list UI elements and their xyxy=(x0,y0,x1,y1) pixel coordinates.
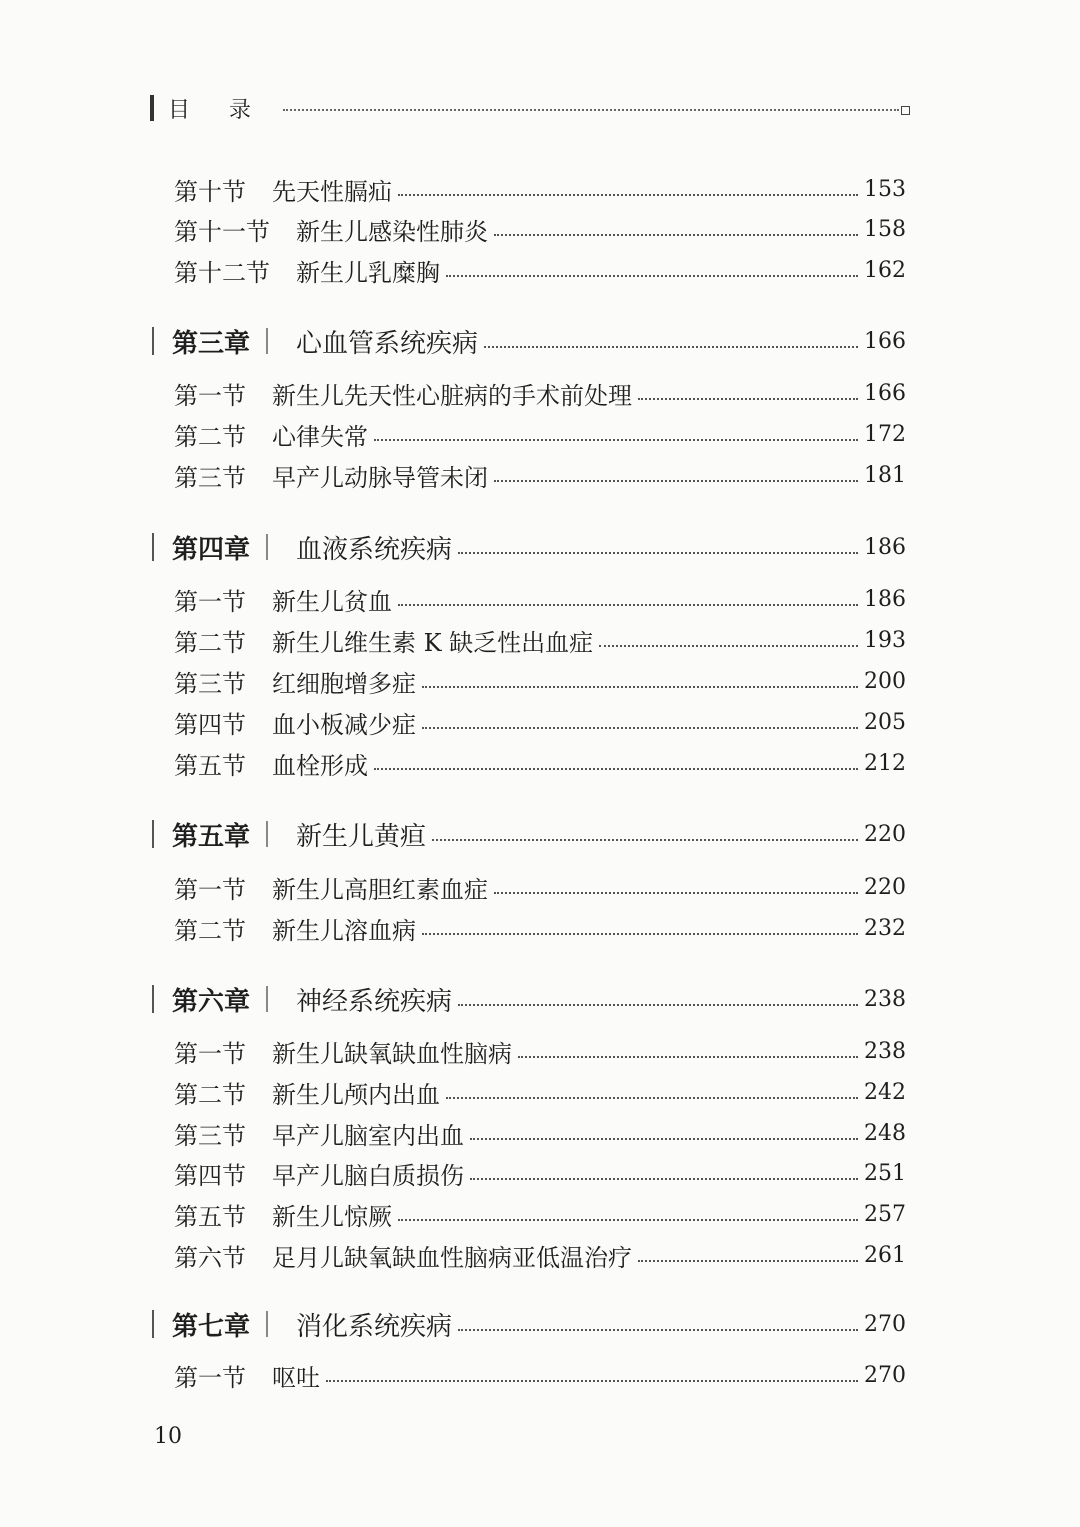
entry-page-number: 172 xyxy=(864,421,906,447)
toc-chapter-entry[interactable] xyxy=(152,528,906,566)
leader-dots xyxy=(518,1056,858,1058)
entry-page-number: 238 xyxy=(864,986,906,1012)
toc-section-entry[interactable] xyxy=(174,1075,906,1109)
entry-page-number: 200 xyxy=(864,668,906,694)
entry-page-number: 153 xyxy=(864,176,906,202)
entry-page-number: 257 xyxy=(864,1201,906,1227)
toc-section-entry[interactable] xyxy=(174,1116,906,1150)
section-title: 血栓形成 xyxy=(272,751,368,780)
entry-page-number: 193 xyxy=(864,627,906,653)
section-title: 新生儿颅内出血 xyxy=(272,1080,440,1109)
section-number: 第十二节 xyxy=(174,258,270,287)
section-title: 新生儿溶血病 xyxy=(272,916,416,945)
section-number: 第六节 xyxy=(174,1243,246,1272)
chapter-title: 心血管系统疾病 xyxy=(296,328,479,359)
entry-page-number: 186 xyxy=(864,586,906,612)
leader-dots xyxy=(398,194,858,196)
entry-page-number: 242 xyxy=(864,1079,906,1105)
section-number: 第二节 xyxy=(174,916,246,945)
toc-section-entry[interactable] xyxy=(174,1156,906,1190)
leader-dots xyxy=(398,604,858,606)
toc-section-entry[interactable] xyxy=(174,623,906,657)
entry-page-number: 251 xyxy=(864,1160,906,1186)
section-title: 足月儿缺氧缺血性脑病亚低温治疗 xyxy=(272,1243,632,1272)
leader-dots xyxy=(458,552,858,554)
entry-page-number: 220 xyxy=(864,821,906,847)
section-title: 早产儿脑白质损伤 xyxy=(272,1161,464,1190)
toc-section-entry[interactable] xyxy=(174,705,906,739)
section-title: 早产儿动脉导管未闭 xyxy=(272,463,488,492)
leader-dots xyxy=(374,768,858,770)
entry-page-number: 158 xyxy=(864,216,906,242)
toc-section-entry[interactable] xyxy=(174,212,906,246)
entry-page-number: 238 xyxy=(864,1038,906,1064)
toc-section-entry[interactable] xyxy=(174,1034,906,1068)
entry-page-number: 212 xyxy=(864,750,906,776)
chapter-title: 神经系统疾病 xyxy=(296,986,453,1017)
section-title: 新生儿高胆红素血症 xyxy=(272,875,488,904)
running-header xyxy=(150,92,910,124)
section-title: 新生儿先天性心脏病的手术前处理 xyxy=(272,381,632,410)
section-number: 第十一节 xyxy=(174,217,270,246)
toc-chapter-entry[interactable] xyxy=(152,322,906,360)
section-number: 第一节 xyxy=(174,381,246,410)
section-title: 新生儿缺氧缺血性脑病 xyxy=(272,1039,512,1068)
toc-section-entry[interactable] xyxy=(174,253,906,287)
section-number: 第五节 xyxy=(174,1202,246,1231)
leader-dots xyxy=(398,1219,858,1221)
leader-dots xyxy=(422,933,858,935)
section-number: 第十节 xyxy=(174,177,246,206)
entry-page-number: 162 xyxy=(864,257,906,283)
leader-dots xyxy=(494,480,858,482)
chapter-number: 第四章 xyxy=(172,534,251,565)
section-number: 第一节 xyxy=(174,875,246,904)
header-leader-dots xyxy=(283,109,899,111)
section-number: 第三节 xyxy=(174,1121,246,1150)
toc-chapter-entry[interactable] xyxy=(152,980,906,1018)
chapter-separator xyxy=(266,534,268,560)
toc-section-entry[interactable] xyxy=(174,1238,906,1272)
toc-section-entry[interactable] xyxy=(174,582,906,616)
chapter-left-bar xyxy=(152,1310,154,1338)
entry-page-number: 166 xyxy=(864,380,906,406)
entry-page-number: 166 xyxy=(864,328,906,354)
header-title: 目 录 xyxy=(168,97,267,123)
leader-dots xyxy=(422,727,858,729)
chapter-left-bar xyxy=(152,820,154,848)
leader-dots xyxy=(446,1097,858,1099)
chapter-separator xyxy=(266,1311,268,1337)
leader-dots xyxy=(494,234,858,236)
chapter-number: 第七章 xyxy=(172,1311,251,1342)
entry-page-number: 261 xyxy=(864,1242,906,1268)
section-title: 新生儿维生素 K 缺乏性出血症 xyxy=(272,628,594,657)
leader-dots xyxy=(470,1178,858,1180)
entry-page-number: 205 xyxy=(864,709,906,735)
section-number: 第四节 xyxy=(174,710,246,739)
chapter-separator xyxy=(266,821,268,847)
leader-dots xyxy=(458,1004,858,1006)
section-title: 新生儿感染性肺炎 xyxy=(296,217,488,246)
toc-section-entry[interactable] xyxy=(174,870,906,904)
leader-dots xyxy=(470,1138,858,1140)
leader-dots xyxy=(458,1329,858,1331)
section-title: 新生儿惊厥 xyxy=(272,1202,392,1231)
chapter-separator xyxy=(266,328,268,354)
section-title: 血小板减少症 xyxy=(272,710,416,739)
leader-dots xyxy=(638,1260,858,1262)
leader-dots xyxy=(326,1380,858,1382)
toc-section-entry[interactable] xyxy=(174,458,906,492)
leader-dots xyxy=(446,275,858,277)
entry-page-number: 270 xyxy=(864,1311,906,1337)
chapter-separator xyxy=(266,986,268,1012)
toc-section-entry[interactable] xyxy=(174,664,906,698)
chapter-left-bar xyxy=(152,327,154,355)
chapter-title: 消化系统疾病 xyxy=(296,1311,453,1342)
entry-page-number: 248 xyxy=(864,1120,906,1146)
toc-section-entry[interactable] xyxy=(174,172,906,206)
section-number: 第二节 xyxy=(174,422,246,451)
chapter-number: 第三章 xyxy=(172,328,251,359)
leader-dots xyxy=(422,686,858,688)
entry-page-number: 270 xyxy=(864,1362,906,1388)
chapter-title: 血液系统疾病 xyxy=(296,534,453,565)
section-title: 新生儿贫血 xyxy=(272,587,392,616)
section-title: 心律失常 xyxy=(272,422,368,451)
toc-section-entry[interactable] xyxy=(174,911,906,945)
entry-page-number: 232 xyxy=(864,915,906,941)
chapter-left-bar xyxy=(152,985,154,1013)
toc-chapter-entry[interactable] xyxy=(152,1305,906,1343)
toc-section-entry[interactable] xyxy=(174,376,906,410)
section-number: 第一节 xyxy=(174,1363,246,1392)
chapter-number: 第六章 xyxy=(172,986,251,1017)
entry-page-number: 186 xyxy=(864,534,906,560)
section-number: 第二节 xyxy=(174,1080,246,1109)
chapter-title: 新生儿黄疸 xyxy=(296,821,427,852)
section-title: 先天性膈疝 xyxy=(272,177,392,206)
leader-dots xyxy=(374,439,858,441)
toc-section-entry[interactable] xyxy=(174,746,906,780)
entry-page-number: 181 xyxy=(864,462,906,488)
toc-chapter-entry[interactable] xyxy=(152,815,906,853)
toc-section-entry[interactable] xyxy=(174,1358,906,1392)
section-number: 第二节 xyxy=(174,628,246,657)
section-number: 第一节 xyxy=(174,1039,246,1068)
header-end-mark xyxy=(901,106,910,115)
entry-page-number: 220 xyxy=(864,874,906,900)
section-number: 第一节 xyxy=(174,587,246,616)
section-number: 第五节 xyxy=(174,751,246,780)
toc-section-entry[interactable] xyxy=(174,417,906,451)
section-title: 呕吐 xyxy=(272,1363,320,1392)
toc-section-entry[interactable] xyxy=(174,1197,906,1231)
header-bar xyxy=(150,95,154,121)
leader-dots xyxy=(432,839,858,841)
section-title: 红细胞增多症 xyxy=(272,669,416,698)
chapter-left-bar xyxy=(152,533,154,561)
section-title: 早产儿脑室内出血 xyxy=(272,1121,464,1150)
chapter-number: 第五章 xyxy=(172,821,251,852)
leader-dots xyxy=(494,892,858,894)
section-title: 新生儿乳糜胸 xyxy=(296,258,440,287)
leader-dots xyxy=(599,645,858,647)
section-number: 第三节 xyxy=(174,669,246,698)
section-number: 第三节 xyxy=(174,463,246,492)
section-number: 第四节 xyxy=(174,1161,246,1190)
page-number: 10 xyxy=(154,1424,182,1449)
leader-dots xyxy=(484,346,858,348)
leader-dots xyxy=(638,398,858,400)
